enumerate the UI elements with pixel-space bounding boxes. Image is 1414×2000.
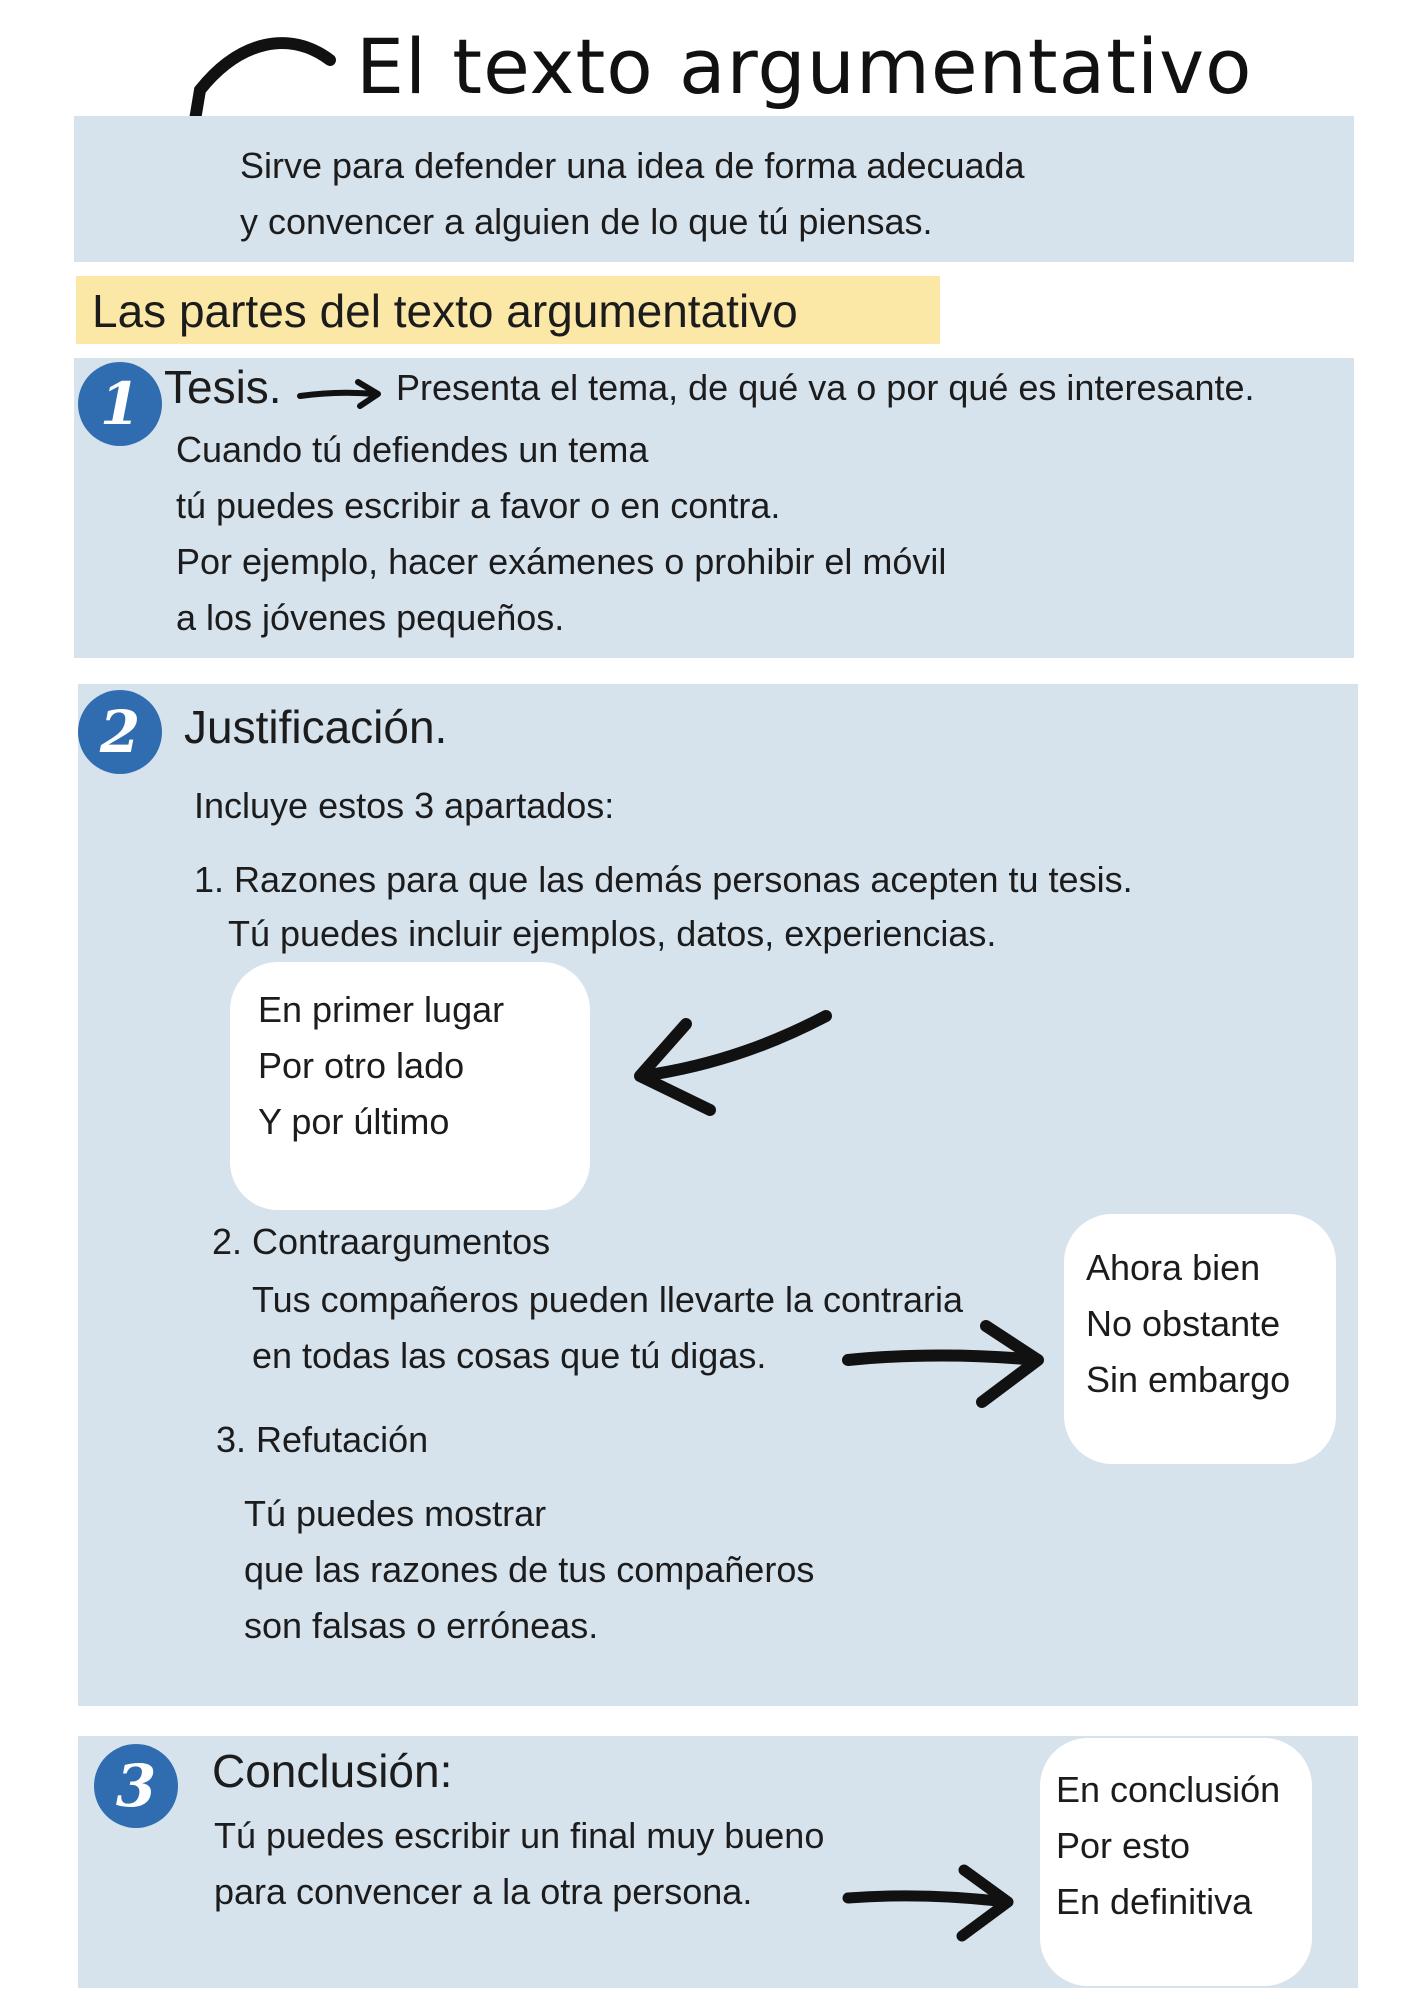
item3-title: 3. Refutación [216, 1419, 429, 1460]
connector: No obstante [1086, 1303, 1281, 1344]
section3-number-badge: 3 [94, 1744, 178, 1828]
connector: En definitiva [1056, 1881, 1253, 1922]
page-title: El texto argumentativo [356, 22, 1253, 111]
section1-line: tú puedes escribir a favor o en contra. [176, 485, 781, 526]
right-arrow-icon [298, 380, 382, 410]
intro-line: y convencer a alguien de lo que tú piensas. [240, 201, 933, 242]
item2-connectors [1086, 1240, 1290, 1408]
item2-title: 2. Contraargumentos [212, 1221, 551, 1262]
section1-line: a los jóvenes pequeños. [176, 597, 565, 638]
item2-line: en todas las cosas que tú digas. [252, 1335, 767, 1376]
section1-title: Tesis. [164, 361, 282, 413]
connector: Ahora bien [1086, 1247, 1261, 1288]
section2-intro: Incluye estos 3 apartados: [194, 785, 615, 826]
item1-text: Tú puedes incluir ejemplos, datos, experiencias. [228, 913, 997, 954]
section3-line: para convencer a la otra persona. [214, 1871, 753, 1912]
connector: En primer lugar [258, 989, 505, 1030]
section3-body [214, 1808, 824, 1920]
item3-line: son falsas o erróneas. [244, 1605, 599, 1646]
section2-number-badge: 2 [78, 690, 162, 774]
section1-body [176, 422, 946, 646]
intro-line: Sirve para defender una idea de forma adecuada [240, 145, 1025, 186]
section3-connectors [1056, 1762, 1280, 1930]
section3-line: Tú puedes escribir un final muy bueno [214, 1815, 825, 1856]
connector: Y por último [258, 1101, 450, 1142]
item3-line: Tú puedes mostrar [244, 1493, 547, 1534]
connector: Por otro lado [258, 1045, 465, 1086]
section1-line: Cuando tú defiendes un tema [176, 429, 649, 470]
connector: Sin embargo [1086, 1359, 1291, 1400]
left-arrow-icon [630, 1010, 830, 1120]
item1-connectors [258, 982, 504, 1150]
parts-heading: Las partes del texto argumentativo [92, 285, 798, 337]
section2-title: Justificación. [184, 701, 448, 753]
item2-line: Tus compañeros pueden llevarte la contraria [252, 1279, 964, 1320]
intro-text [240, 138, 1025, 250]
section3-title: Conclusión: [212, 1745, 453, 1797]
section1-summary: Presenta el tema, de qué va o por qué es interesante. [396, 367, 1255, 408]
connector: En conclusión [1056, 1769, 1281, 1810]
item3-body [244, 1486, 814, 1654]
right-arrow-icon [846, 1318, 1046, 1408]
section1-line: Por ejemplo, hacer exámenes o prohibir el móvil [176, 541, 947, 582]
connector: Por esto [1056, 1825, 1191, 1866]
section1-number-badge: 1 [78, 362, 162, 446]
item3-line: que las razones de tus compañeros [244, 1549, 815, 1590]
right-arrow-icon [846, 1862, 1016, 1942]
item1-title: 1. Razones para que las demás personas acepten tu tesis. [194, 859, 1133, 900]
